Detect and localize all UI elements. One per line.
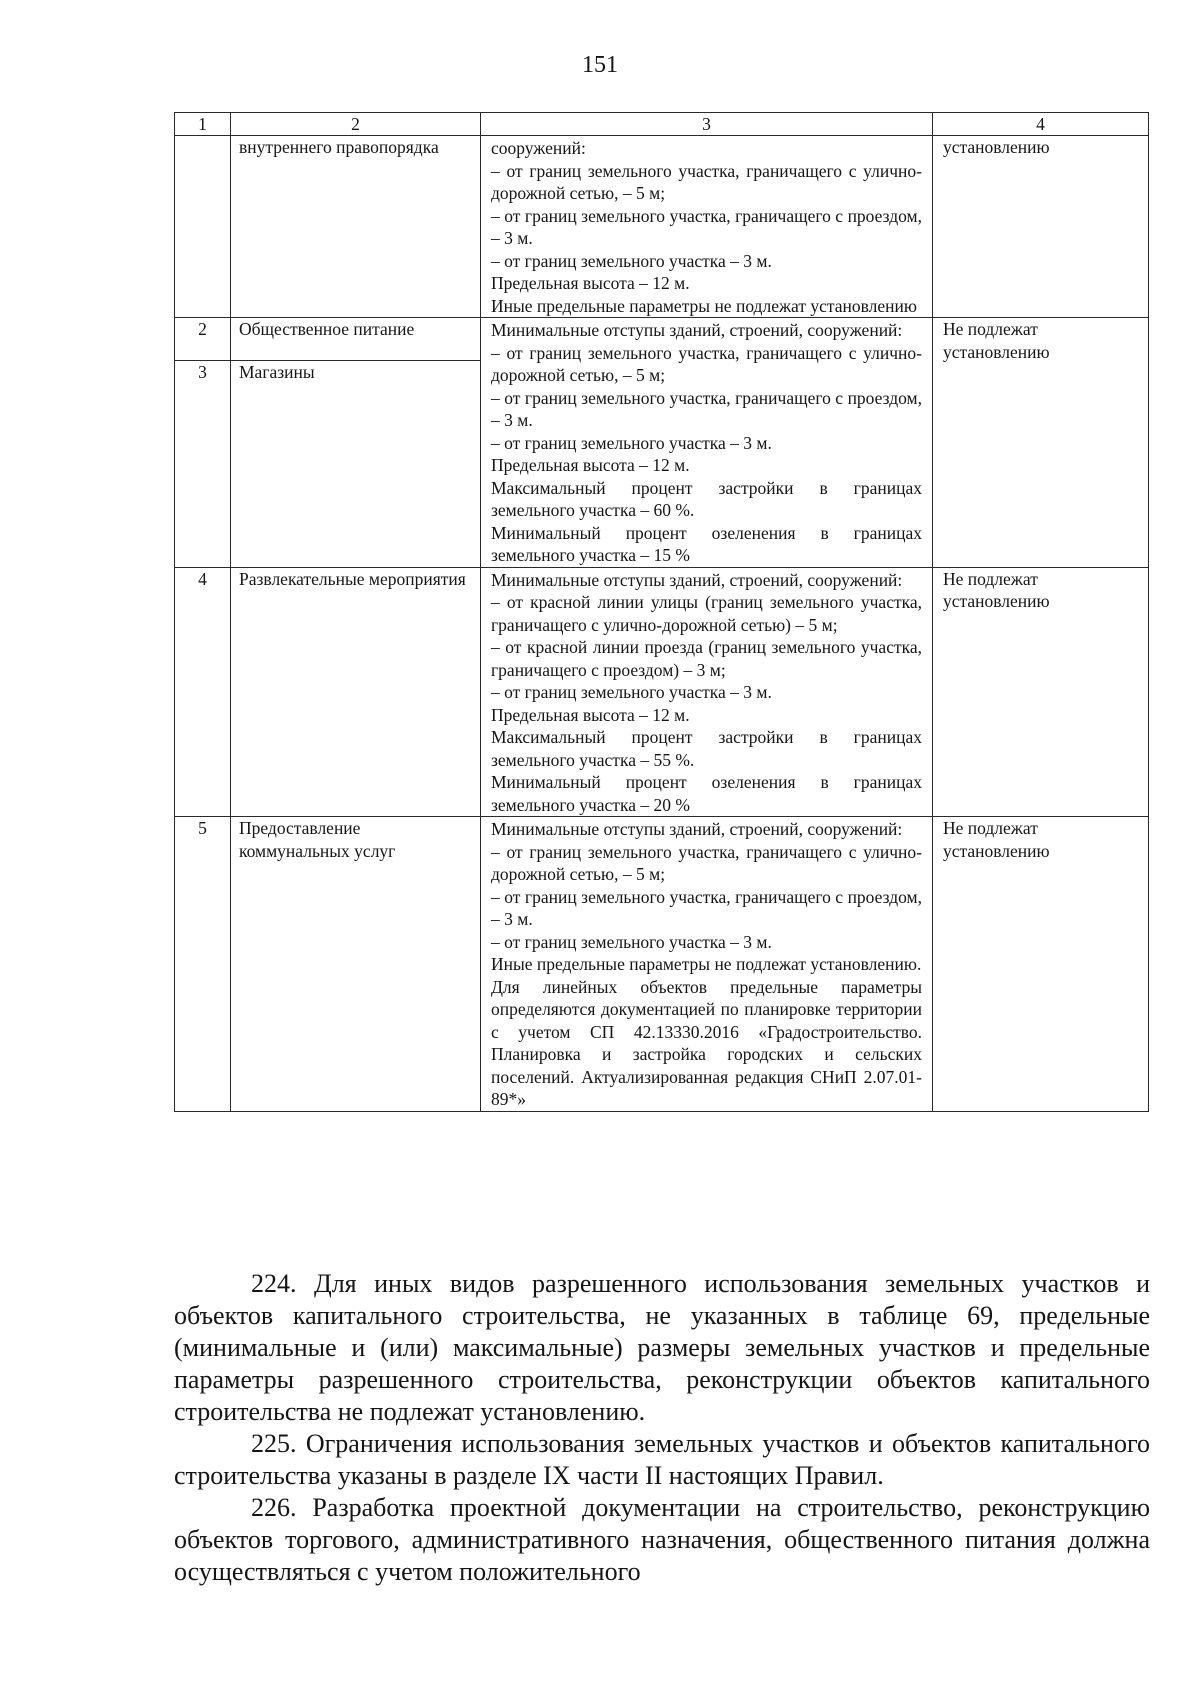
use-type-name: Развлекательные мероприятия xyxy=(231,567,481,817)
parameter-line: – от границ земельного участка, граничащего с проездом, – 3 м. xyxy=(491,205,922,248)
table-header-row xyxy=(175,113,1149,136)
parameter-line: Предельная высота – 12 м. xyxy=(491,273,690,293)
parameter-line: Предельная высота – 12 м. xyxy=(491,455,690,475)
parameter-line: Максимальный процент застройки в границах земельного участка – 55 %. xyxy=(491,727,922,770)
table-row xyxy=(175,817,1149,1112)
column-number-1: 1 xyxy=(175,113,231,136)
parameter-line: – от границ земельного участка, граничащего с проездом, – 3 м. xyxy=(491,387,922,430)
parameter-line: – от границ земельного участка – 3 м. xyxy=(491,682,772,702)
zoning-parameters-table xyxy=(174,112,1149,1112)
parameter-line: – от границ земельного участка, граничащего с улично-дорожной сетью, – 5 м; xyxy=(491,841,922,884)
paragraph-226: 226. Разработка проектной документации на строительство, реконструкцию объектов торгового, административного назначения, общественного питания должна осуществляться с учетом положительного xyxy=(174,1493,1150,1586)
parameter-line: Минимальные отступы зданий, строений, сооружений: xyxy=(491,819,903,839)
other-parameters: Не подлежат установлению xyxy=(933,318,1149,568)
parameter-line: – от границ земельного участка – 3 м. xyxy=(491,931,772,952)
parameter-line: Предельная высота – 12 м. xyxy=(491,704,690,725)
paragraph-224: 224. Для иных видов разрешенного использования земельных участков и объектов капитального строительства, не указанных в таблице 69, предельные (минимальные и (или) максимальные) размеры земельных участков и предельные параметры разрешенного строительства, реконструкции объектов капитального строительства не подлежат установлению. xyxy=(174,1269,1150,1426)
use-type-name: Предоставление коммунальных услуг xyxy=(231,817,481,1112)
use-type-name: Общественное питание xyxy=(231,318,481,361)
parameters-cell xyxy=(481,318,933,568)
parameter-line: – от границ земельного участка – 3 м. xyxy=(491,432,772,453)
parameter-line: – от границ земельного участка, граничащего с проездом, – 3 м. xyxy=(491,886,922,929)
table-row xyxy=(175,567,1149,817)
parameter-line: – от красной линии проезда (границ земельного участка, граничащего с проездом) – 3 м; xyxy=(491,637,922,680)
row-number: 4 xyxy=(175,567,231,817)
parameter-line: сооружений: xyxy=(491,138,586,158)
parameter-line: Минимальные отступы зданий, строений, сооружений: xyxy=(491,569,903,590)
body-text xyxy=(174,1268,1150,1588)
other-parameters: Не подлежат установлению xyxy=(933,817,1149,1112)
use-type-name: внутреннего правопорядка xyxy=(231,136,481,318)
use-type-name: Магазины xyxy=(231,360,481,567)
column-number-2: 2 xyxy=(231,113,481,136)
parameter-line: Минимальный процент озеленения в границах земельного участка – 15 % xyxy=(491,522,922,565)
parameter-line: Максимальный процент застройки в границах земельного участка – 60 %. xyxy=(491,477,922,520)
column-number-3: 3 xyxy=(481,113,933,136)
parameters-cell xyxy=(481,567,933,817)
paragraph-225: 225. Ограничения использования земельных участков и объектов капитального строительства указаны в разделе IX части II настоящих Правил. xyxy=(174,1429,1150,1490)
other-parameters: Не подлежат установлению xyxy=(933,567,1149,817)
parameters-cell xyxy=(481,817,933,1112)
parameter-line: – от границ земельного участка, граничащего с улично-дорожной сетью, – 5 м; xyxy=(491,160,922,203)
table-row xyxy=(175,136,1149,318)
parameter-line: – от красной линии улицы (границ земельного участка, граничащего с улично-дорожной сетью) – 5 м; xyxy=(491,592,922,635)
parameter-line: – от границ земельного участка, граничащего с улично-дорожной сетью, – 5 м; xyxy=(491,342,922,385)
parameter-line: – от границ земельного участка – 3 м. xyxy=(491,250,772,271)
row-number xyxy=(175,136,231,318)
table-row xyxy=(175,318,1149,361)
row-number: 3 xyxy=(175,360,231,567)
column-number-4: 4 xyxy=(933,113,1149,136)
parameter-line: Минимальные отступы зданий, строений, сооружений: xyxy=(491,320,903,340)
parameter-line: Для линейных объектов предельные параметры определяются документацией по планировке территории с учетом СП 42.13330.2016 «Градостроительство. Планировка и застройка городских и сельских поселений. Актуализированная редакция СНиП 2.07.01-89*» xyxy=(491,976,922,1109)
parameter-line: Иные предельные параметры не подлежат установлению xyxy=(491,295,917,316)
parameter-line: Иные предельные параметры не подлежат установлению. xyxy=(491,954,922,974)
page-number: 151 xyxy=(582,52,618,78)
parameters-cell xyxy=(481,136,933,318)
row-number: 2 xyxy=(175,318,231,361)
row-number: 5 xyxy=(175,817,231,1112)
parameter-line: Минимальный процент озеленения в границах земельного участка – 20 % xyxy=(491,772,922,815)
other-parameters: установлению xyxy=(933,136,1149,318)
